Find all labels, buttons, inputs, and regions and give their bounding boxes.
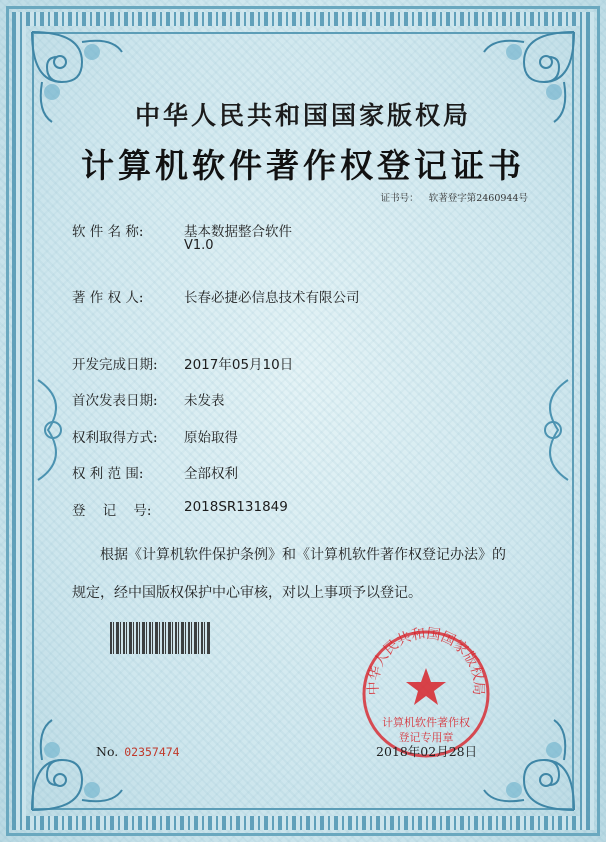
certificate-number-label: 证书号： — [380, 193, 419, 204]
serial-number-value: 02357474 — [124, 745, 180, 759]
field-value: 2017年05月10日 — [184, 357, 294, 373]
field-label: 登 记 号: — [72, 503, 152, 519]
issue-date: 2018年02月28日 — [376, 744, 478, 759]
field-label: 权 利 范 围: — [72, 466, 144, 482]
field-software-name — [72, 220, 292, 240]
statement-line: 规定，经中国版权保护中心审核，对以上事项予以登记。 — [72, 585, 422, 601]
serial-number-label: No. — [96, 744, 119, 759]
field-label: 软 件 名 称: — [72, 224, 144, 240]
software-version: V1.0 — [184, 238, 214, 253]
field-acquisition-method — [72, 426, 238, 446]
field-label: 著 作 权 人: — [72, 290, 144, 306]
side-ornament-icon — [518, 370, 578, 490]
official-seal-icon — [356, 622, 496, 762]
seal-inner-line: 登记专用章 — [398, 731, 454, 744]
certificate-title: 计算机软件著作权登记证书 — [81, 146, 525, 185]
field-value: 未发表 — [184, 393, 225, 409]
issuer-heading: 中华人民共和国国家版权局 — [134, 101, 471, 130]
field-rights-scope — [72, 462, 238, 482]
field-label: 开发完成日期: — [72, 357, 158, 373]
field-completion-date — [72, 353, 293, 373]
statement-line: 根据《计算机软件保护条例》和《计算机软件著作权登记办法》的 — [100, 547, 506, 563]
field-first-publication — [72, 389, 225, 409]
field-label: 首次发表日期: — [72, 393, 158, 409]
field-value: 原始取得 — [184, 430, 238, 446]
certificate-number — [381, 190, 528, 204]
field-software-version — [184, 238, 214, 253]
field-value: 全部权利 — [184, 466, 238, 482]
field-label: 权利取得方式: — [72, 430, 158, 446]
statement-paragraph — [72, 536, 552, 612]
seal-inner-line: 计算机软件著作权 — [382, 716, 470, 729]
field-value: 2018SR131849 — [184, 499, 288, 515]
field-value: 长春必捷必信息技术有限公司 — [184, 290, 360, 306]
field-registration-number — [72, 499, 288, 519]
field-value: 基本数据整合软件 — [184, 224, 292, 240]
barcode-icon — [110, 622, 210, 654]
seal-ring-text: 中华人民共和国国家版权局 — [365, 625, 487, 696]
serial-number — [96, 744, 180, 759]
certificate-number-value: 软著登字第2460944号 — [428, 193, 528, 204]
field-copyright-owner — [72, 286, 360, 306]
corner-ornament-icon — [22, 710, 132, 820]
